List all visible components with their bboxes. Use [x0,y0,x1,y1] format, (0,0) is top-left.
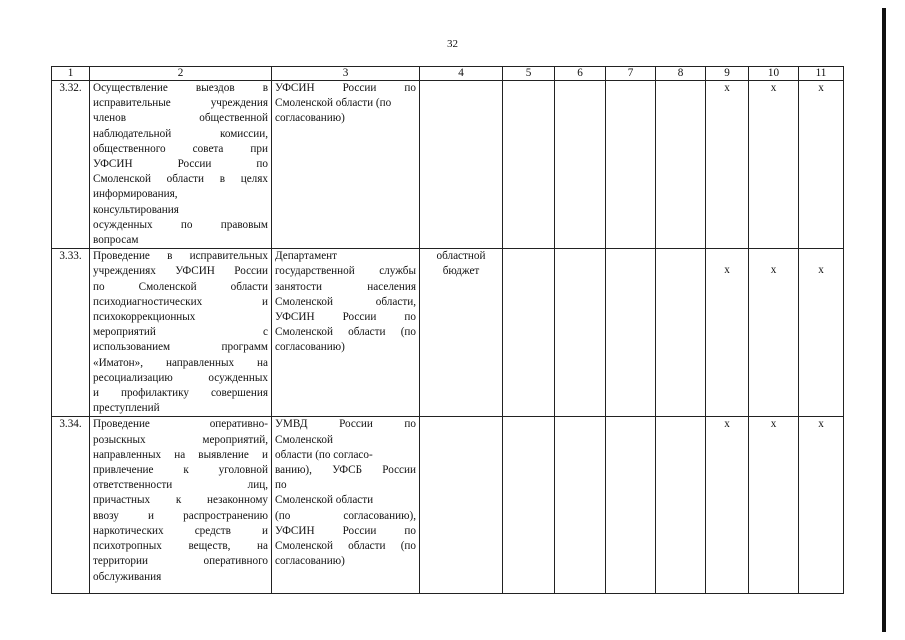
row-number: 3.33. [52,249,90,417]
cell-col8 [656,249,706,417]
measure-description: Проведение в исправительных учреждениях УФСИН России по Смоленской области психодиагностических и психокоррекционных мероприятий с использованием программ «Иматон», направленных на ресоциализацию осужденных и профилактику совершения преступлений [90,249,272,417]
header-cell: 5 [503,67,555,81]
header-cell: 1 [52,67,90,81]
financing-source [420,81,503,249]
cell-col11: x [799,417,844,594]
cell-col5 [503,81,555,249]
cell-col9: x [706,249,749,417]
cell-col10: x [749,81,799,249]
cell-col10: x [749,249,799,417]
financing-source [420,417,503,594]
cell-col5 [503,249,555,417]
executor: УФСИН России по Смоленской области (по согласованию) [272,81,420,249]
row-number: 3.34. [52,417,90,594]
scan-edge-line [882,8,886,632]
cell-col7 [606,81,656,249]
financing-source: областной бюджет [420,249,503,417]
cell-col6 [555,81,606,249]
header-cell: 9 [706,67,749,81]
cell-col6 [555,417,606,594]
executor: Департамент государственной службы занятости населения Смоленской области, УФСИН России по Смоленской области (по согласованию) [272,249,420,417]
cell-col11: x [799,81,844,249]
header-cell: 4 [420,67,503,81]
cell-col10: x [749,417,799,594]
measure-description: Проведение оперативно- розыскных мероприятий, направленных на выявление и привлечение к уголовной ответственности лиц, причастных к незаконному ввозу и распространению наркотических средств и психотропных веществ, на территории оперативного обслуживания [90,417,272,594]
cell-col11: x [799,249,844,417]
cell-col7 [606,249,656,417]
cell-col9: x [706,417,749,594]
executor: УМВД России по Смоленской области (по согласо- ванию), УФСБ России по Смоленской области (по согласованию), УФСИН России по Смоленской области (по согласованию) [272,417,420,594]
header-cell: 7 [606,67,656,81]
cell-col8 [656,417,706,594]
table-row [52,417,844,594]
header-cell: 10 [749,67,799,81]
measure-description: Осуществление выездов в исправительные учреждения членов общественной наблюдательной комиссии, общественного совета при УФСИН России по Смоленской области в целях информирования, консультирования осужденных по правовым вопросам [90,81,272,249]
header-cell: 3 [272,67,420,81]
header-cell: 8 [656,67,706,81]
cell-col6 [555,249,606,417]
cell-col8 [656,81,706,249]
header-cell: 2 [90,67,272,81]
cell-col5 [503,417,555,594]
header-row [52,67,844,81]
row-number: 3.32. [52,81,90,249]
header-cell: 11 [799,67,844,81]
page-number: 32 [447,38,458,50]
cell-col7 [606,417,656,594]
cell-col9: x [706,81,749,249]
plan-table [51,66,844,594]
header-cell: 6 [555,67,606,81]
table-row [52,81,844,249]
table-row [52,249,844,417]
